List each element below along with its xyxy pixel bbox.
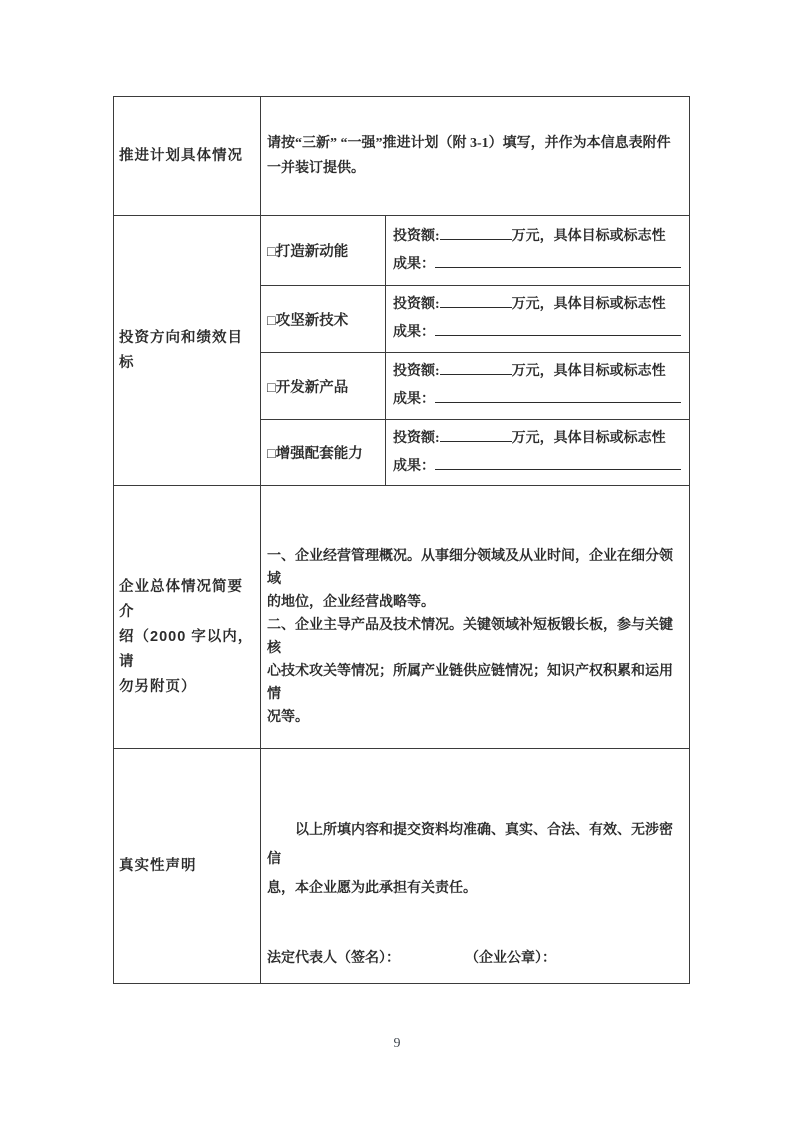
- detail-line-result: [393, 453, 683, 481]
- option-cell-new-momentum: [261, 216, 386, 286]
- table-row: [114, 97, 690, 216]
- overview-content-line: 二、企业主导产品及技术情况。关键领域补短板锻长板，参与关键核: [267, 618, 673, 656]
- detail-line-amount: [393, 291, 683, 319]
- result-label: 成果：: [393, 256, 435, 272]
- overview-label-line: 勿另附页）: [119, 678, 197, 695]
- overview-label-line: 企业总体情况简要介: [119, 578, 243, 620]
- amount-suffix: 万元，具体目标或标志性: [511, 430, 666, 446]
- checkbox-icon[interactable]: □: [267, 446, 276, 462]
- checkbox-icon[interactable]: □: [267, 379, 276, 396]
- option-label: 打造新动能: [275, 244, 349, 260]
- declaration-label: 真实性声明: [119, 857, 197, 874]
- declaration-content-cell: [261, 749, 690, 984]
- table-row: [114, 749, 690, 984]
- result-blank-line[interactable]: [435, 323, 681, 336]
- option-cell-supporting-capacity: [261, 420, 386, 486]
- investment-detail-cell: [386, 353, 690, 420]
- detail-line-amount: [393, 358, 683, 386]
- plan-content-line: 一并装订提供。: [267, 161, 365, 176]
- investment-detail-cell: [386, 286, 690, 353]
- plan-content-line: 请按“三新” “一强”推进计划（附 3-1）填写，并作为本信息表附件: [267, 136, 671, 151]
- amount-blank-line[interactable]: [440, 362, 512, 375]
- investment-label-cell: [114, 216, 261, 486]
- amount-blank-line[interactable]: [440, 227, 512, 240]
- overview-content-line: 况等。: [267, 710, 309, 725]
- table-row: [114, 216, 690, 286]
- declaration-paragraph-line: 息，本企业愿为此承担有关责任。: [267, 880, 477, 896]
- amount-suffix: 万元，具体目标或标志性: [511, 297, 666, 312]
- plan-label-cell: [114, 97, 261, 216]
- investment-label: 投资方向和绩效目标: [119, 329, 243, 371]
- detail-line-amount: [393, 223, 683, 251]
- overview-content-line: 一、企业经营管理概况。从事细分领域及从业时间，企业在细分领域: [267, 549, 673, 587]
- form-table: [113, 96, 690, 984]
- amount-label: 投资额:: [393, 364, 440, 379]
- company-seal-label: （企业公章）：: [472, 948, 556, 965]
- investment-detail-cell: [386, 420, 690, 486]
- result-blank-line[interactable]: [435, 457, 681, 470]
- result-label: 成果：: [393, 458, 435, 474]
- overview-label-line: 绍（2000 字以内，请: [119, 628, 254, 670]
- overview-content-cell: [261, 486, 690, 749]
- option-cell-new-product: [261, 353, 386, 420]
- declaration-paragraph-line: 以上所填内容和提交资料均准确、真实、合法、有效、无涉密信: [267, 822, 673, 867]
- detail-line-result: [393, 319, 683, 347]
- legal-representative-signature-label: 法定代表人（签名）：: [267, 948, 400, 965]
- amount-label: 投资额:: [393, 430, 440, 446]
- investment-detail-cell: [386, 216, 690, 286]
- detail-line-result: [393, 251, 683, 279]
- plan-content-cell: [261, 97, 690, 216]
- result-label: 成果：: [393, 392, 435, 407]
- option-label: 开发新产品: [275, 379, 349, 396]
- option-cell-new-tech: [261, 286, 386, 353]
- overview-content-line: 心技术攻关等情况；所属产业链供应链情况；知识产权积累和运用情: [267, 664, 673, 702]
- option-label: 增强配套能力: [275, 446, 363, 462]
- result-blank-line[interactable]: [435, 390, 681, 403]
- amount-suffix: 万元，具体目标或标志性: [511, 228, 666, 244]
- checkbox-icon[interactable]: □: [267, 312, 276, 329]
- overview-content-line: 的地位，企业经营战略等。: [267, 595, 435, 610]
- overview-label-cell: [114, 486, 261, 749]
- detail-line-amount: [393, 425, 683, 453]
- checkbox-icon[interactable]: □: [267, 244, 276, 260]
- amount-blank-line[interactable]: [440, 429, 512, 442]
- result-label: 成果：: [393, 325, 435, 340]
- amount-label: 投资额:: [393, 297, 440, 312]
- plan-label: 推进计划具体情况: [119, 147, 243, 164]
- page-number: 9: [393, 1036, 401, 1051]
- table-row: [114, 486, 690, 749]
- amount-blank-line[interactable]: [440, 295, 512, 308]
- signature-line: [267, 943, 685, 973]
- result-blank-line[interactable]: [435, 255, 681, 268]
- detail-line-result: [393, 386, 683, 414]
- amount-suffix: 万元，具体目标或标志性: [511, 364, 666, 379]
- declaration-label-cell: [114, 749, 261, 984]
- option-label: 攻坚新技术: [275, 312, 349, 329]
- amount-label: 投资额:: [393, 228, 440, 244]
